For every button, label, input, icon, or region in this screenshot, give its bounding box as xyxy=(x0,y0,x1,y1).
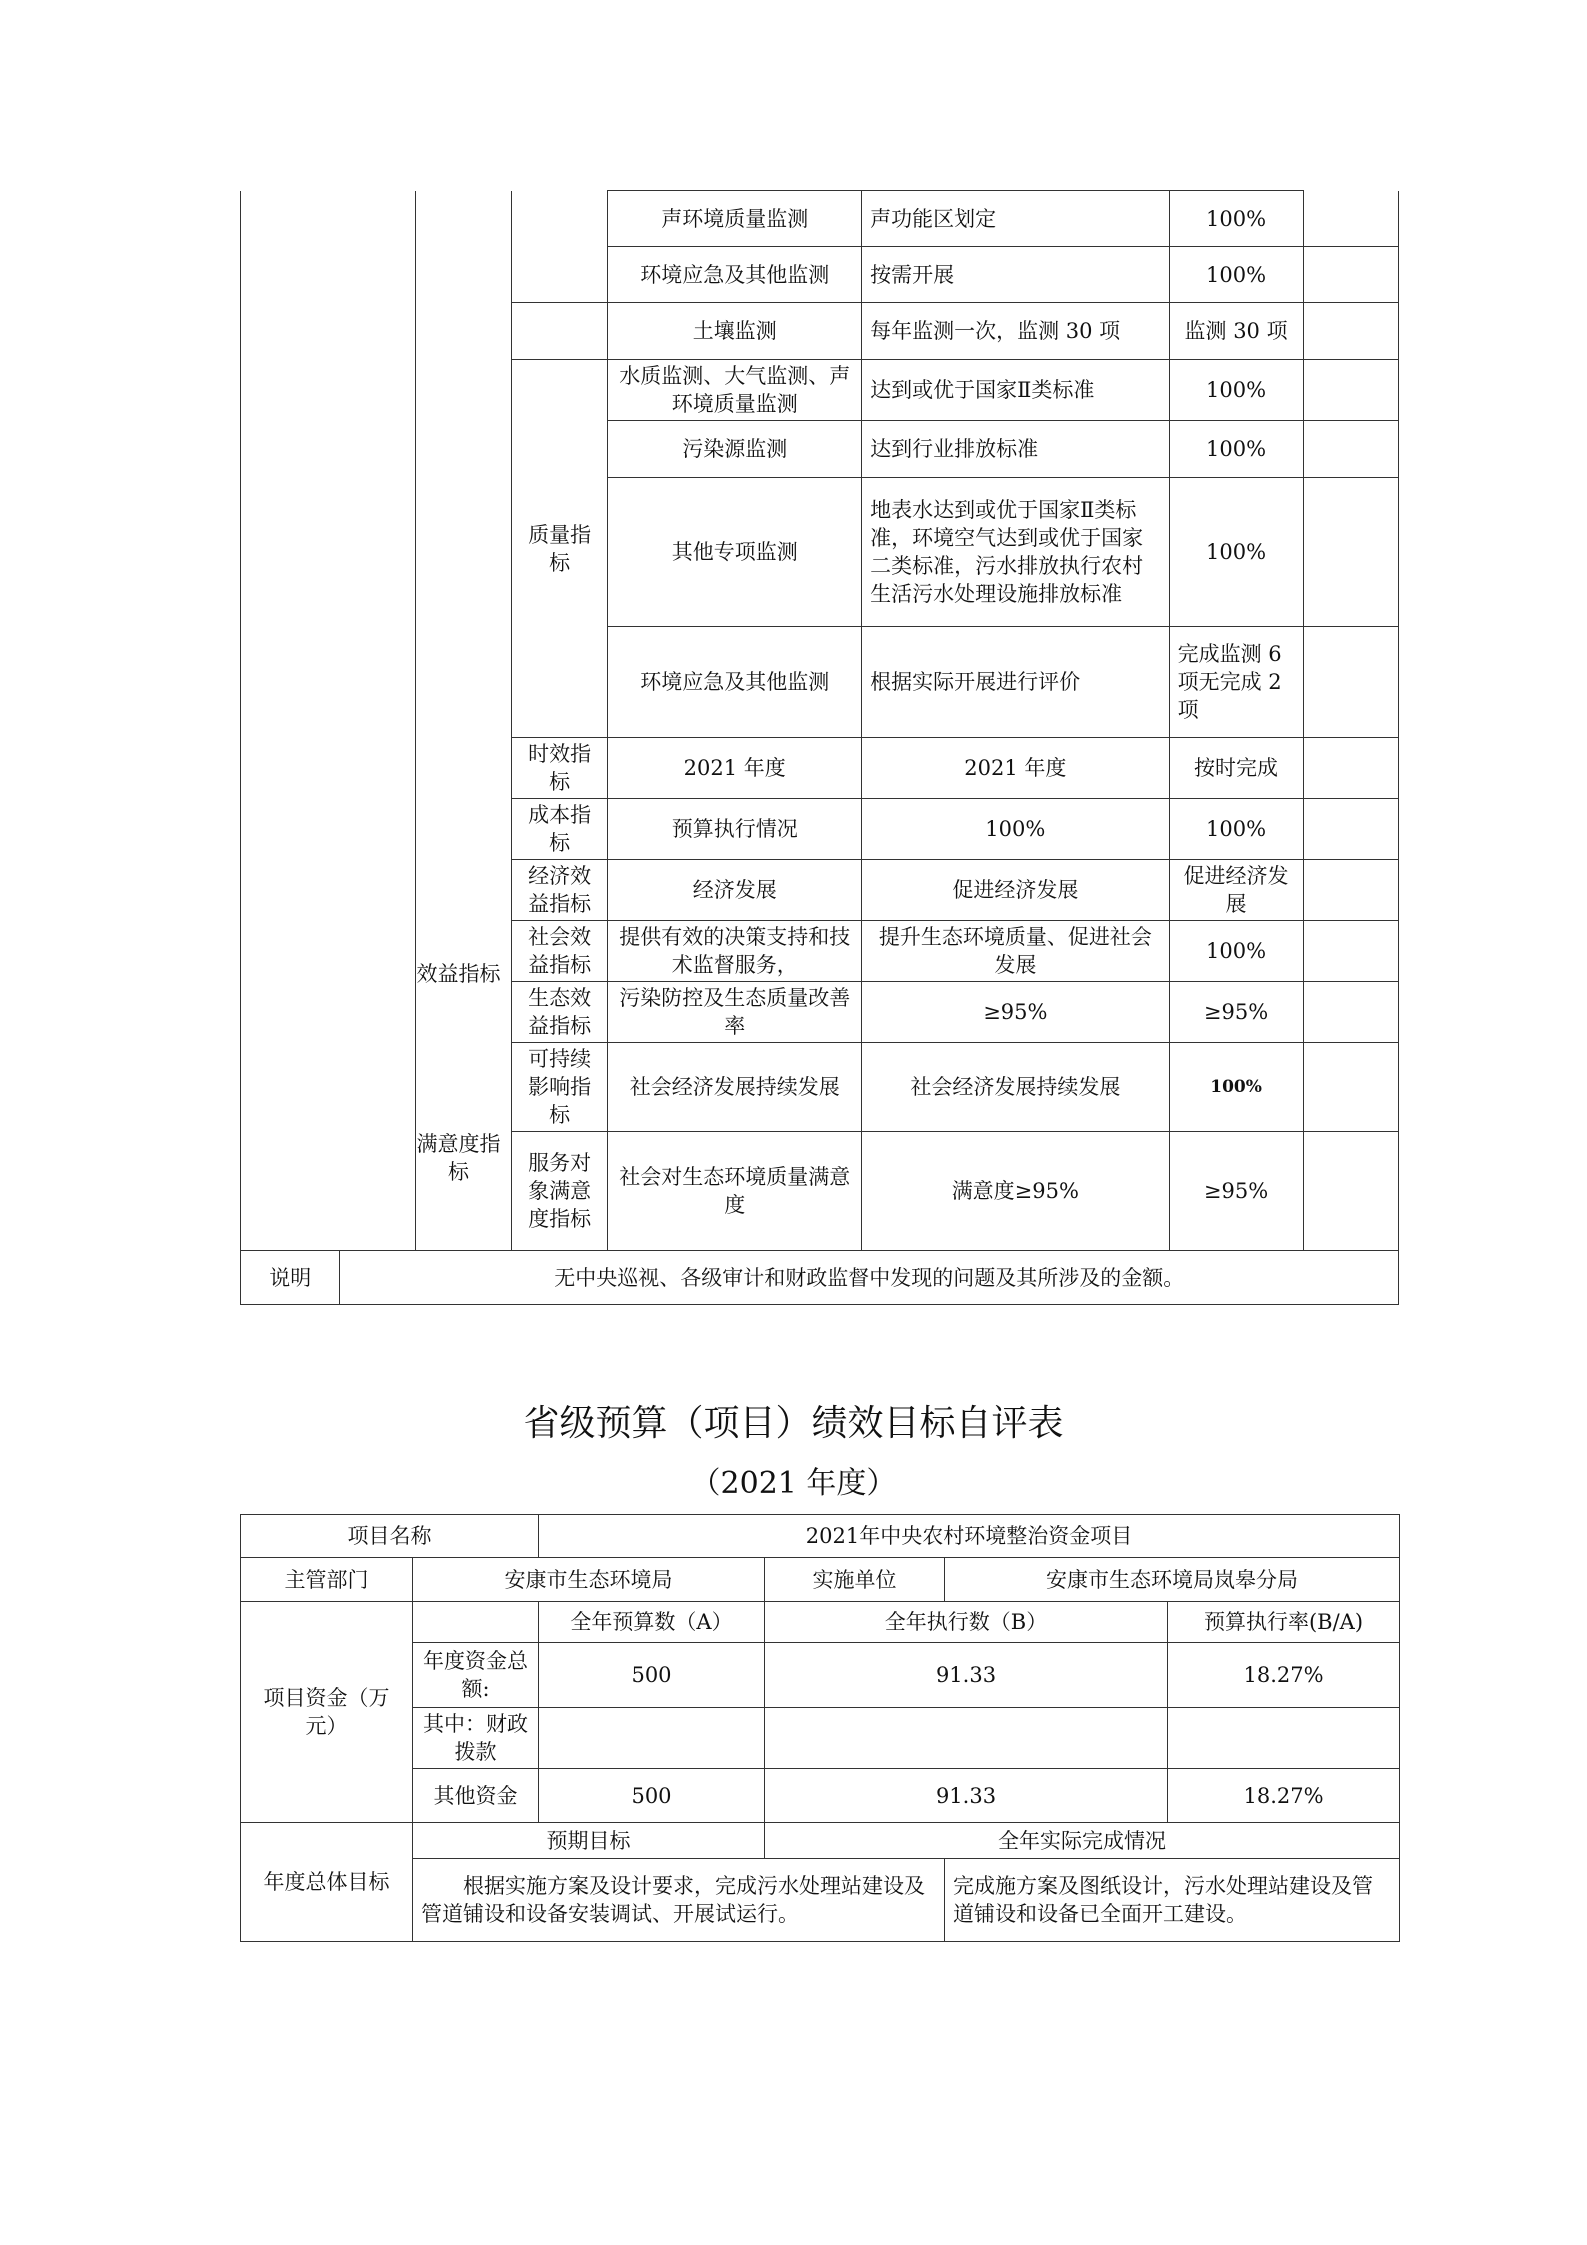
indicator-name: 声环境质量监测 xyxy=(608,191,862,247)
indicator-standard: 100% xyxy=(862,799,1170,860)
fiscal-label: 其中：财政拨款 xyxy=(413,1708,539,1769)
blank-cell xyxy=(511,303,607,360)
blank-cell xyxy=(1303,627,1398,738)
indicator-name: 提供有效的决策支持和技术监督服务， xyxy=(608,921,862,982)
blank-cell xyxy=(1303,478,1398,627)
indicator-actual: ≥95% xyxy=(1169,1132,1303,1251)
total-exec: 91.33 xyxy=(765,1643,1168,1708)
page-title: 省级预算（项目）绩效目标自评表 xyxy=(523,1403,1064,1444)
other-label: 其他资金 xyxy=(413,1769,539,1823)
col-exec: 全年执行数（B） xyxy=(765,1602,1168,1643)
indicator-actual: 100% xyxy=(1169,421,1303,478)
indicator-actual: 100% xyxy=(1169,247,1303,303)
indicator-name: 环境应急及其他监测 xyxy=(608,247,862,303)
indicator-standard: 提升生态环境质量、促进社会发展 xyxy=(862,921,1170,982)
blank-cell xyxy=(765,1708,1168,1769)
category-ecological: 生态效益指标 xyxy=(511,982,607,1043)
indicator-name: 污染源监测 xyxy=(608,421,862,478)
note-text: 无中央巡视、各级审计和财政监督中发现的问题及其所涉及的金额。 xyxy=(340,1251,1399,1305)
category-satisfaction-label: 满意度指标 xyxy=(416,1132,501,1184)
table-row xyxy=(241,1708,1400,1769)
indicator-actual: 100% xyxy=(1169,360,1303,421)
indicator-name: 2021 年度 xyxy=(608,738,862,799)
blank-cell xyxy=(1303,921,1398,982)
blank-cell xyxy=(1303,799,1398,860)
page-subtitle: （2021 年度） xyxy=(690,1466,897,1501)
blank-cell xyxy=(1303,421,1398,478)
indicator-standard: 满意度≥95% xyxy=(862,1132,1170,1251)
indicator-name: 土壤监测 xyxy=(608,303,862,360)
blank-cell xyxy=(539,1708,765,1769)
indicator-actual: 100% xyxy=(1169,921,1303,982)
indicator-name: 污染防控及生态质量改善率 xyxy=(608,982,862,1043)
indicator-actual: 监测 30 项 xyxy=(1169,303,1303,360)
blank-cell xyxy=(1303,360,1398,421)
category-cost: 成本指标 xyxy=(511,799,607,860)
indicator-name: 环境应急及其他监测 xyxy=(608,627,862,738)
dept-label: 主管部门 xyxy=(241,1558,413,1602)
indicator-name: 社会经济发展持续发展 xyxy=(608,1043,862,1132)
indicator-standard: 声功能区划定 xyxy=(862,191,1170,247)
blank-cell xyxy=(1168,1708,1400,1769)
indicator-actual: 按时完成 xyxy=(1169,738,1303,799)
indicator-actual: ≥95% xyxy=(1169,982,1303,1043)
indicator-name: 水质监测、大气监测、声环境质量监测 xyxy=(608,360,862,421)
category-benefit-label: 效益指标 xyxy=(416,962,501,986)
indicator-standard: 促进经济发展 xyxy=(862,860,1170,921)
indicator-name: 社会对生态环境质量满意度 xyxy=(608,1132,862,1251)
category-timeliness: 时效指标 xyxy=(511,738,607,799)
indicator-standard: 2021 年度 xyxy=(862,738,1170,799)
indicator-standard: 根据实际开展进行评价 xyxy=(862,627,1170,738)
blank-cell xyxy=(1303,191,1398,247)
category-sustainable: 可持续影响指标 xyxy=(511,1043,607,1132)
indicator-name: 预算执行情况 xyxy=(608,799,862,860)
other-rate: 18.27% xyxy=(1168,1769,1400,1823)
blank-cell xyxy=(413,1602,539,1643)
table-row xyxy=(241,1859,1400,1942)
category-social: 社会效益指标 xyxy=(511,921,607,982)
indicator-standard: ≥95% xyxy=(862,982,1170,1043)
blank-cell xyxy=(511,191,607,303)
indicator-actual: 促进经济发展 xyxy=(1169,860,1303,921)
blank-cell xyxy=(241,191,416,1251)
table-row xyxy=(241,1769,1400,1823)
category-quality: 质量指标 xyxy=(511,360,607,738)
unit-value: 安康市生态环境局岚皋分局 xyxy=(945,1558,1400,1602)
other-budget: 500 xyxy=(539,1769,765,1823)
indicator-actual: 100% xyxy=(1169,799,1303,860)
indicator-name: 经济发展 xyxy=(608,860,862,921)
total-budget: 500 xyxy=(539,1643,765,1708)
blank-cell xyxy=(415,191,511,1251)
total-rate: 18.27% xyxy=(1168,1643,1400,1708)
indicator-actual: 完成监测 6 项无完成 2 项 xyxy=(1169,627,1303,738)
blank-cell xyxy=(1303,1043,1398,1132)
actual-label: 全年实际完成情况 xyxy=(765,1823,1400,1859)
funds-label: 项目资金（万元） xyxy=(241,1602,413,1823)
indicator-actual: 100% xyxy=(1169,191,1303,247)
indicator-actual: 100% xyxy=(1169,478,1303,627)
table-row xyxy=(241,1823,1400,1859)
col-rate: 预算执行率(B/A) xyxy=(1168,1602,1400,1643)
table-row xyxy=(241,191,1399,247)
table-row xyxy=(241,1515,1400,1558)
col-budget: 全年预算数（A） xyxy=(539,1602,765,1643)
blank-cell xyxy=(1303,982,1398,1043)
indicator-standard: 达到或优于国家Ⅱ类标准 xyxy=(862,360,1170,421)
self-evaluation-table xyxy=(240,1514,1400,1942)
indicator-actual: 100% xyxy=(1169,1043,1303,1132)
blank-cell xyxy=(1303,247,1398,303)
indicator-standard: 每年监测一次，监测 30 项 xyxy=(862,303,1170,360)
table-row xyxy=(241,1251,1399,1305)
project-name: 2021年中央农村环境整治资金项目 xyxy=(539,1515,1400,1558)
other-exec: 91.33 xyxy=(765,1769,1168,1823)
indicator-standard: 社会经济发展持续发展 xyxy=(862,1043,1170,1132)
blank-cell xyxy=(1303,303,1398,360)
blank-cell xyxy=(1303,1132,1398,1251)
expected-label: 预期目标 xyxy=(413,1823,765,1859)
blank-cell xyxy=(1303,860,1398,921)
table-row xyxy=(241,1558,1400,1602)
table-row xyxy=(241,1602,1400,1643)
project-name-label: 项目名称 xyxy=(241,1515,539,1558)
category-service: 服务对象满意度指标 xyxy=(511,1132,607,1251)
category-economic: 经济效益指标 xyxy=(511,860,607,921)
indicator-standard: 按需开展 xyxy=(862,247,1170,303)
actual-text: 完成施方案及图纸设计，污水处理站建设及管道铺设和设备已全面开工建设。 xyxy=(945,1859,1400,1942)
indicator-standard: 地表水达到或优于国家Ⅱ类标准，环境空气达到或优于国家二类标准，污水排放执行农村生活污水处理设施排放标准 xyxy=(862,478,1170,627)
unit-label: 实施单位 xyxy=(765,1558,945,1602)
note-label: 说明 xyxy=(241,1251,340,1305)
goal-label: 年度总体目标 xyxy=(241,1823,413,1942)
dept-value: 安康市生态环境局 xyxy=(413,1558,765,1602)
table-row xyxy=(241,1643,1400,1708)
expected-text: 根据实施方案及设计要求，完成污水处理站建设及管道铺设和设备安装调试、开展试运行。 xyxy=(413,1859,945,1942)
indicator-name: 其他专项监测 xyxy=(608,478,862,627)
blank-cell xyxy=(1303,738,1398,799)
indicator-standard: 达到行业排放标准 xyxy=(862,421,1170,478)
total-label: 年度资金总额: xyxy=(413,1643,539,1708)
